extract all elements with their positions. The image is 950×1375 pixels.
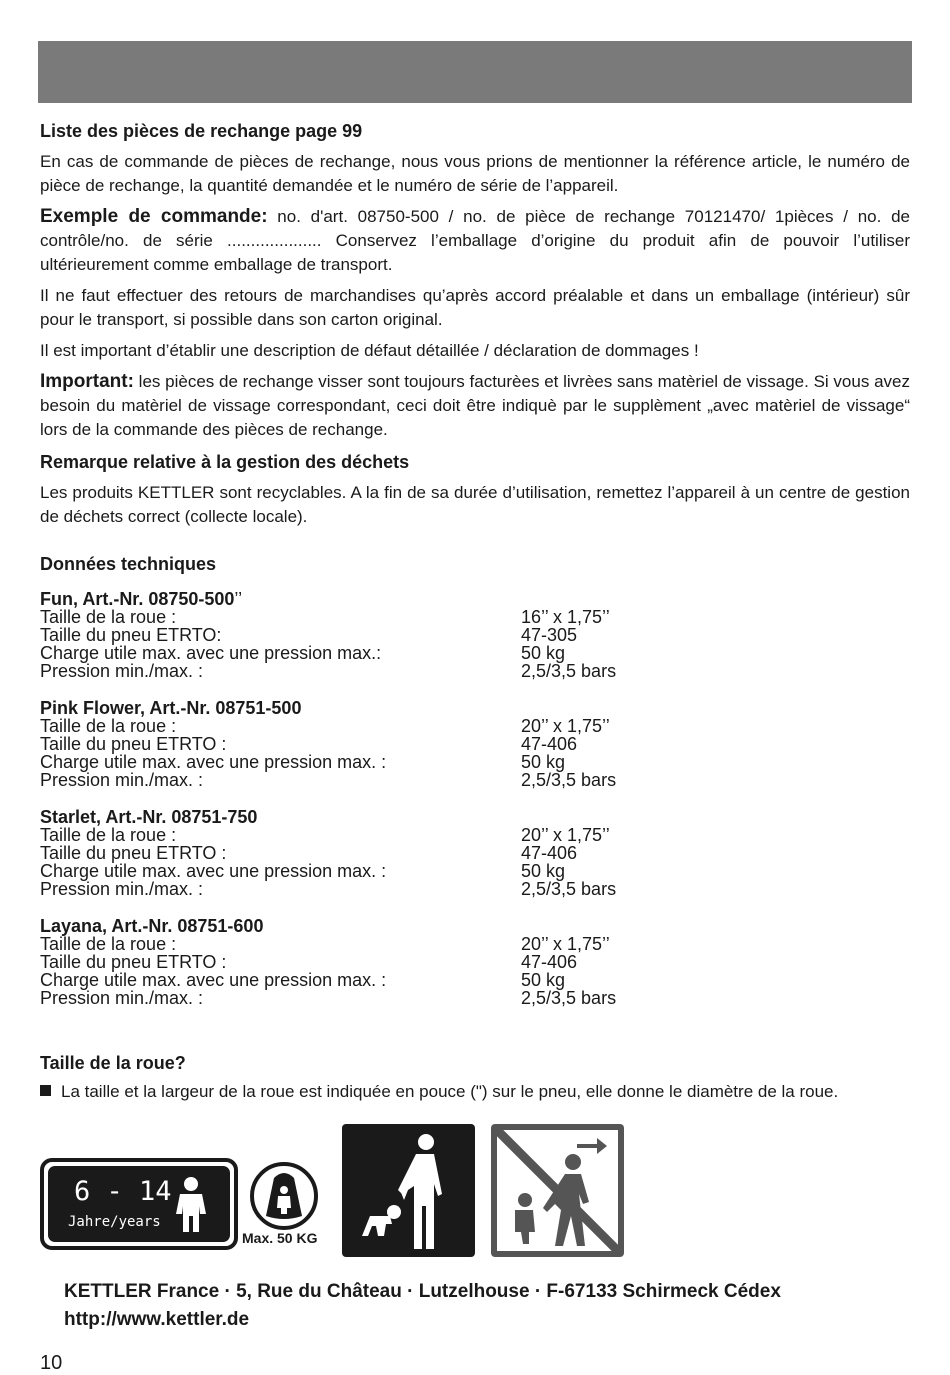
spec-value: 16’’ x 1,75’’	[521, 607, 610, 627]
spec-label: Charge utile max. avec une pression max. :	[40, 752, 387, 772]
spec-title-text: Layana, Art.-Nr. 08751-600	[40, 916, 264, 936]
no-leave-child-icon	[491, 1124, 624, 1257]
spare-parts-para: En cas de commande de pièces de rechange, nous vous prions de mentionner la référence article, le numéro de pièce de rechange, la quantité demandée et le numéro de série de l’appareil.	[40, 152, 910, 195]
spec-block-layana	[40, 917, 740, 1007]
weight-icon	[248, 1158, 320, 1230]
spec-row	[40, 644, 740, 662]
spec-row	[40, 608, 740, 626]
spec-label: Taille du pneu ETRTO:	[40, 625, 222, 645]
spec-label: Pression min./max. :	[40, 770, 204, 790]
spec-label: Pression min./max. :	[40, 661, 204, 681]
footer	[64, 1278, 781, 1334]
safety-icons	[38, 1122, 638, 1262]
age-range: 6 - 14	[74, 1176, 172, 1207]
spec-block-fun	[40, 590, 740, 680]
spec-value: 47-305	[521, 625, 578, 645]
spec-row	[40, 971, 740, 989]
spec-title-text: Starlet, Art.-Nr. 08751-750	[40, 807, 258, 827]
header-bar	[38, 41, 912, 103]
spec-block-pink-flower	[40, 699, 740, 789]
spec-value: 50 kg	[521, 752, 566, 772]
spec-row	[40, 826, 740, 844]
spec-value: 2,5/3,5 bars	[521, 770, 617, 790]
spec-row	[40, 935, 740, 953]
spec-value: 47-406	[521, 843, 578, 863]
website-link[interactable]: http://www.kettler.de	[64, 1309, 250, 1330]
spec-value: 50 kg	[521, 970, 566, 990]
spec-row	[40, 717, 740, 735]
order-example-text: no. d'art. 08750-500 / no. de pièce de rechange 70121470/ 1pièces / no. de contrôle/no. de série .................... Conservez l’emballage d’origine du produit afin de pouvoir l’utiliser ultérieurement comme emballage de transport.	[40, 207, 910, 274]
spec-value: 47-406	[521, 734, 578, 754]
spec-value: 47-406	[521, 952, 578, 972]
order-example-lead: Exemple de commande:	[40, 206, 268, 227]
age-unit: Jahre/years	[68, 1214, 161, 1230]
tech-heading: Données techniques	[40, 554, 217, 574]
spec-title-text: Fun, Art.-Nr. 08750-500	[40, 589, 235, 609]
wheel-size-bullet	[40, 1080, 920, 1104]
important-para	[40, 370, 910, 442]
spec-row	[40, 953, 740, 971]
adult-supervision-icon	[342, 1124, 475, 1257]
spec-value: 2,5/3,5 bars	[521, 988, 617, 1008]
spec-row	[40, 880, 740, 898]
spec-label: Charge utile max. avec une pression max. :	[40, 861, 387, 881]
company-address: KETTLER France · 5, Rue du Château · Lutzelhouse · F-67133 Schirmeck Cédex	[64, 1281, 781, 1302]
spec-value: 2,5/3,5 bars	[521, 879, 617, 899]
spec-row	[40, 662, 740, 680]
spec-value: 20’’ x 1,75’’	[521, 825, 610, 845]
spec-label: Charge utile max. avec une pression max. :	[40, 970, 387, 990]
spec-row	[40, 753, 740, 771]
spec-title-text: Pink Flower, Art.-Nr. 08751-500	[40, 698, 302, 718]
spec-label: Pression min./max. :	[40, 988, 204, 1008]
spec-value: 50 kg	[521, 861, 566, 881]
returns-para: Il ne faut effectuer des retours de marchandises qu’après accord préalable et dans un emballage (intérieur) sûr pour le transport, si possible dans son carton original.	[40, 286, 910, 329]
spec-label: Charge utile max. avec une pression max.:	[40, 643, 382, 663]
spec-label: Taille de la roue :	[40, 607, 177, 627]
wheel-size-section	[40, 1050, 920, 1104]
spec-row	[40, 862, 740, 880]
spec-label: Taille de la roue :	[40, 825, 177, 845]
spec-value: 50 kg	[521, 643, 566, 663]
waste-heading: Remarque relative à la gestion des déchets	[40, 452, 410, 472]
spec-value: 20’’ x 1,75’’	[521, 716, 610, 736]
spec-row	[40, 989, 740, 1007]
spare-parts-heading: Liste des pièces de rechange page 99	[40, 121, 363, 141]
tech-specs	[40, 590, 740, 1026]
spec-row	[40, 735, 740, 753]
spec-label: Pression min./max. :	[40, 879, 204, 899]
spec-title	[40, 917, 740, 935]
main-content	[40, 118, 910, 583]
wheel-size-text: La taille et la largeur de la roue est indiquée en pouce (") sur le pneu, elle donne le diamètre de la roue.	[61, 1082, 839, 1101]
spec-title	[40, 808, 740, 826]
spec-label: Taille du pneu ETRTO :	[40, 843, 227, 863]
waste-text: Les produits KETTLER sont recyclables. A la fin de sa durée d’utilisation, remettez l’appareil à un centre de gestion de déchets correct (collecte locale).	[40, 483, 910, 526]
spec-title	[40, 699, 740, 717]
spec-label: Taille du pneu ETRTO :	[40, 734, 227, 754]
spec-title	[40, 590, 740, 608]
spec-row	[40, 844, 740, 862]
max-load-label: Max. 50 KG	[242, 1230, 318, 1246]
spec-value: 2,5/3,5 bars	[521, 661, 617, 681]
child-figure-icon	[172, 1176, 210, 1234]
square-bullet-icon	[40, 1085, 51, 1096]
spec-value: 20’’ x 1,75’’	[521, 934, 610, 954]
important-text: les pièces de rechange visser sont toujours facturèes et livrèes sans matèriel de vissage. Si vous avez besoin du matèriel de vissage correspondant, ceci doit être indiquè par le supplèment „avec matèriel de vissage“ lors de la commande des pièces de rechange.	[40, 372, 910, 439]
spec-label: Taille du pneu ETRTO :	[40, 952, 227, 972]
age-range-badge	[40, 1158, 238, 1250]
wheel-size-heading: Taille de la roue?	[40, 1053, 186, 1073]
defect-para: Il est important d’établir une description de défaut détaillée / déclaration de dommages !	[40, 341, 699, 360]
spec-label: Taille de la roue :	[40, 716, 177, 736]
spec-label: Taille de la roue :	[40, 934, 177, 954]
order-example-para	[40, 205, 910, 277]
spec-block-starlet	[40, 808, 740, 898]
important-lead: Important:	[40, 371, 134, 392]
spec-row	[40, 626, 740, 644]
spec-title-suffix: ’’	[234, 589, 243, 609]
spec-row	[40, 771, 740, 789]
page-number: 10	[40, 1352, 63, 1374]
